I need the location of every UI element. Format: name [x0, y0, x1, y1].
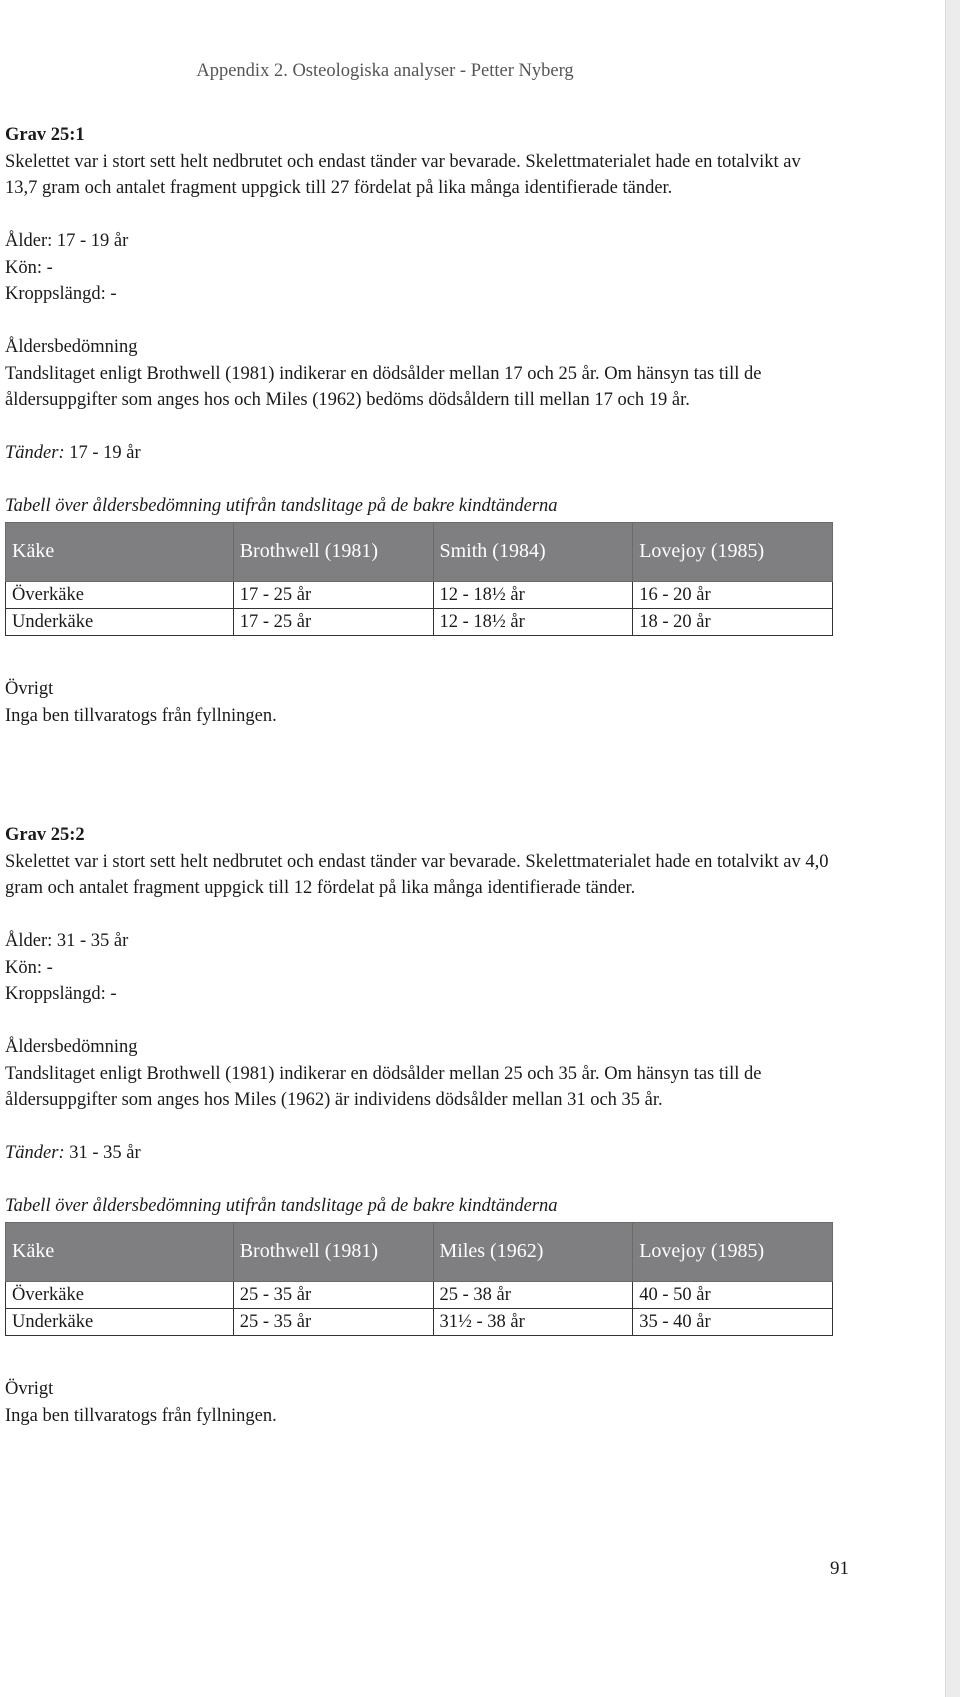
table-header-cell: Käke: [6, 1222, 234, 1281]
table-header-cell: Käke: [6, 522, 234, 581]
age-table: [5, 1222, 833, 1336]
alder-line: Ålder: 17 - 19 år: [5, 231, 129, 251]
table-row: [6, 1308, 833, 1335]
grave-title: Grav 25:1: [5, 125, 85, 145]
table-cell: 17 - 25 år: [233, 581, 433, 608]
table-header-cell: Lovejoy (1985): [633, 522, 833, 581]
tander-value: 31 - 35 år: [64, 1143, 141, 1163]
kon-line: Kön: -: [5, 257, 53, 278]
ovrigt-text: Inga ben tillvaratogs från fyllningen.: [5, 705, 277, 726]
page-number: 91: [830, 1558, 849, 1579]
table-caption: Tabell över åldersbedömning utifrån tandslitage på de bakre kindtänderna: [5, 1196, 558, 1216]
ovrigt-heading: Övrigt: [5, 679, 54, 699]
table-cell: 40 - 50 år: [633, 1281, 833, 1308]
table-cell: 25 - 38 år: [433, 1281, 633, 1308]
running-header: Appendix 2. Osteologiska analyser - Petter Nyberg: [196, 61, 574, 81]
ovrigt-text: Inga ben tillvaratogs från fyllningen.: [5, 1405, 277, 1426]
tander-line: [5, 440, 835, 467]
tander-label: Tänder:: [5, 1143, 65, 1163]
table-cell: 18 - 20 år: [633, 608, 833, 635]
table-cell: 17 - 25 år: [233, 608, 433, 635]
table-cell: Överkäke: [6, 581, 234, 608]
aldersbedomning-text: Tandslitaget enligt Brothwell (1981) indikerar en dödsålder mellan 25 och 35 år. Om hänsyn tas till de åldersuppgifter som anges hos Miles (1962) är individens dödsålder mellan 31 och 35 år.: [5, 1063, 762, 1110]
table-cell: 25 - 35 år: [233, 1308, 433, 1335]
table-cell: 25 - 35 år: [233, 1281, 433, 1308]
kroppslangd-line: Kroppslängd: -: [5, 984, 117, 1004]
aldersbedomning-text: Tandslitaget enligt Brothwell (1981) indikerar en dödsålder mellan 17 och 25 år. Om hänsyn tas till de åldersuppgifter som anges hos och Miles (1962) bedöms dödsåldern till mellan 17 och 19 år.: [5, 363, 762, 410]
table-header-row: [6, 1222, 833, 1281]
age-table: [5, 522, 833, 636]
page-edge-bar: [945, 0, 960, 1697]
table-header-row: [6, 522, 833, 581]
tander-label: Tänder:: [5, 443, 65, 463]
table-cell: 12 - 18½ år: [433, 608, 633, 635]
table-row: [6, 608, 833, 635]
aldersbedomning-heading: Åldersbedömning: [5, 1037, 138, 1057]
grave-section-1: [5, 122, 835, 729]
ovrigt-heading: Övrigt: [5, 1379, 54, 1399]
kroppslangd-line: Kroppslängd: -: [5, 284, 117, 304]
table-header-cell: Lovejoy (1985): [633, 1222, 833, 1281]
grave-section-2: [5, 822, 835, 1429]
table-header-cell: Brothwell (1981): [233, 1222, 433, 1281]
table-row: [6, 581, 833, 608]
table-cell: Överkäke: [6, 1281, 234, 1308]
kon-line: Kön: -: [5, 957, 53, 978]
tander-value: 17 - 19 år: [64, 443, 141, 463]
grave-intro: Skelettet var i stort sett helt nedbrutet och endast tänder var bevarade. Skelettmaterialet hade en totalvikt av 4,0 gram och antalet fragment uppgick till 12 fördelat på lika många identifierade tänder.: [5, 851, 829, 898]
table-cell: Underkäke: [6, 1308, 234, 1335]
table-row: [6, 1281, 833, 1308]
table-cell: 16 - 20 år: [633, 581, 833, 608]
aldersbedomning-heading: Åldersbedömning: [5, 337, 138, 357]
table-cell: Underkäke: [6, 608, 234, 635]
table-caption: Tabell över åldersbedömning utifrån tandslitage på de bakre kindtänderna: [5, 496, 558, 516]
table-header-cell: Brothwell (1981): [233, 522, 433, 581]
alder-line: Ålder: 31 - 35 år: [5, 931, 129, 951]
grave-intro: Skelettet var i stort sett helt nedbrutet och endast tänder var bevarade. Skelettmaterialet hade en totalvikt av 13,7 gram och antalet fragment uppgick till 27 fördelat på lika många identifierade tänder.: [5, 151, 801, 198]
table-cell: 31½ - 38 år: [433, 1308, 633, 1335]
page-content: [5, 122, 835, 1429]
table-header-cell: Miles (1962): [433, 1222, 633, 1281]
grave-title: Grav 25:2: [5, 825, 85, 845]
table-cell: 35 - 40 år: [633, 1308, 833, 1335]
table-header-cell: Smith (1984): [433, 522, 633, 581]
table-cell: 12 - 18½ år: [433, 581, 633, 608]
tander-line: [5, 1140, 835, 1167]
